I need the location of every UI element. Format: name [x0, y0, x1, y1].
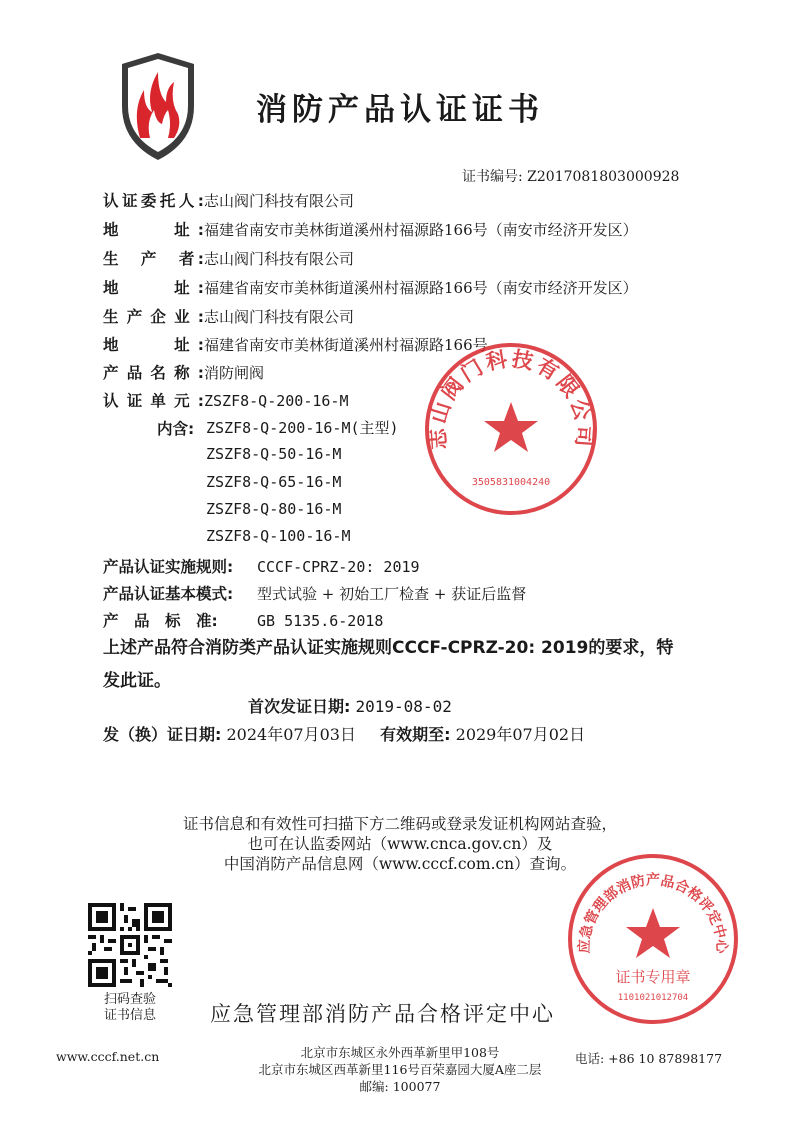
valid-until-label: 有效期至:: [380, 725, 451, 744]
field-row-standard: [103, 609, 383, 631]
field-label: 地 址:: [103, 279, 204, 297]
issue-date-label: 发（换）证日期:: [103, 725, 222, 744]
qr-caption-line: 证书信息: [103, 1008, 156, 1023]
field-value: 型式试验 + 初始工厂检查 + 获证后监督: [257, 585, 527, 603]
issue-validity-row: [103, 722, 585, 745]
field-label: 地 址:: [103, 336, 204, 354]
model-item: ZSZF8-Q-80-16-M: [206, 500, 342, 518]
certificate-title: 消防产品认证证书: [256, 92, 544, 128]
field-row-producer: [103, 247, 354, 269]
valid-until-value: 2029年07月02日: [455, 725, 586, 744]
field-row-rule: [103, 555, 420, 577]
model-item: ZSZF8-Q-50-16-M: [206, 445, 342, 463]
info-line: 也可在认监委网站（www.cnca.gov.cn）及: [247, 835, 553, 853]
field-value: 志山阀门科技有限公司: [204, 250, 355, 268]
field-label: 地 址:: [103, 221, 204, 239]
model-item: ZSZF8-Q-65-16-M: [206, 473, 342, 491]
field-row-mode: [103, 582, 526, 604]
field-label: 产品名称:: [103, 364, 204, 382]
company-seal-stamp: [422, 340, 600, 518]
model-item: ZSZF8-Q-200-16-M(主型): [206, 419, 399, 437]
field-value: 志山阀门科技有限公司: [204, 192, 355, 210]
field-label: 认证单元:: [103, 392, 204, 410]
first-issue-date: [248, 694, 452, 717]
first-issue-value: 2019-08-02: [355, 697, 452, 716]
seal-inner-text: 证书专用章: [615, 968, 691, 986]
field-value: 消防闸阀: [204, 364, 265, 382]
field-row-producer-address: [103, 276, 638, 298]
field-row-client: [103, 189, 354, 211]
qr-code-icon[interactable]: [88, 903, 172, 987]
field-value: 福建省南安市美林街道溪州村福源路166号: [204, 336, 488, 354]
seal-number: 3505831004240: [471, 477, 551, 488]
conformity-statement: 上述产品符合消防类产品认证实施规则CCCF-CPRZ-20: 2019的要求，特发此证。: [103, 638, 674, 691]
seal-ring-text: 志山阀门科技有限公司: [425, 346, 597, 451]
qr-caption: [88, 992, 172, 1024]
field-value: 福建省南安市美林街道溪州村福源路166号（南安市经济开发区）: [204, 279, 638, 297]
field-value: ZSZF8-Q-200-16-M: [204, 392, 349, 410]
field-label: 生产企业:: [103, 308, 204, 326]
info-line: 中国消防产品信息网（www.cccf.com.cn）查询。: [223, 855, 577, 873]
issue-date-value: 2024年07月03日: [226, 725, 356, 744]
field-label: 产 品 标 准:: [103, 612, 218, 630]
field-label: 生 产 者:: [103, 250, 204, 268]
certification-seal-stamp: [566, 852, 740, 1026]
field-row-product-name: [103, 361, 264, 383]
field-row-unit: [103, 389, 349, 411]
qr-caption-line: 扫码查验: [103, 992, 156, 1007]
field-value: CCCF-CPRZ-20: 2019: [257, 558, 420, 576]
field-value: 志山阀门科技有限公司: [204, 308, 355, 326]
certificate-number: 证书编号: Z2017081803000928: [462, 169, 680, 185]
field-value: 福建省南安市美林街道溪州村福源路166号（南安市经济开发区）: [204, 221, 638, 239]
info-line: 证书信息和有效性可扫描下方二维码或登录发证机构网站查验，: [182, 815, 617, 833]
field-label: 认证委托人:: [103, 192, 204, 210]
footer-website[interactable]: www.cccf.net.cn: [56, 1049, 160, 1064]
seal-number: 1101021012704: [617, 993, 689, 1003]
contains-label: 内含:: [157, 420, 195, 438]
field-label: 产品认证实施规则:: [103, 558, 234, 576]
footer-address-2: 北京市东城区西革新里116号百荣嘉园大厦A座二层: [258, 1062, 542, 1077]
field-label: 产品认证基本模式:: [103, 585, 234, 603]
issuing-authority: 应急管理部消防产品合格评定中心: [210, 1002, 555, 1026]
field-row-factory: [103, 305, 354, 327]
seal-ring-text: 应急管理部消防产品合格评定中心: [576, 872, 730, 954]
footer-phone: 电话: +86 10 87898177: [575, 1051, 723, 1066]
footer-postcode: 邮编: 100077: [359, 1079, 441, 1094]
footer-address-1: 北京市东城区永外西革新里甲108号: [300, 1045, 500, 1060]
field-value: GB 5135.6-2018: [257, 612, 384, 630]
field-row-client-address: [103, 218, 638, 240]
model-item: ZSZF8-Q-100-16-M: [206, 527, 351, 545]
first-issue-label: 首次发证日期:: [248, 697, 351, 716]
